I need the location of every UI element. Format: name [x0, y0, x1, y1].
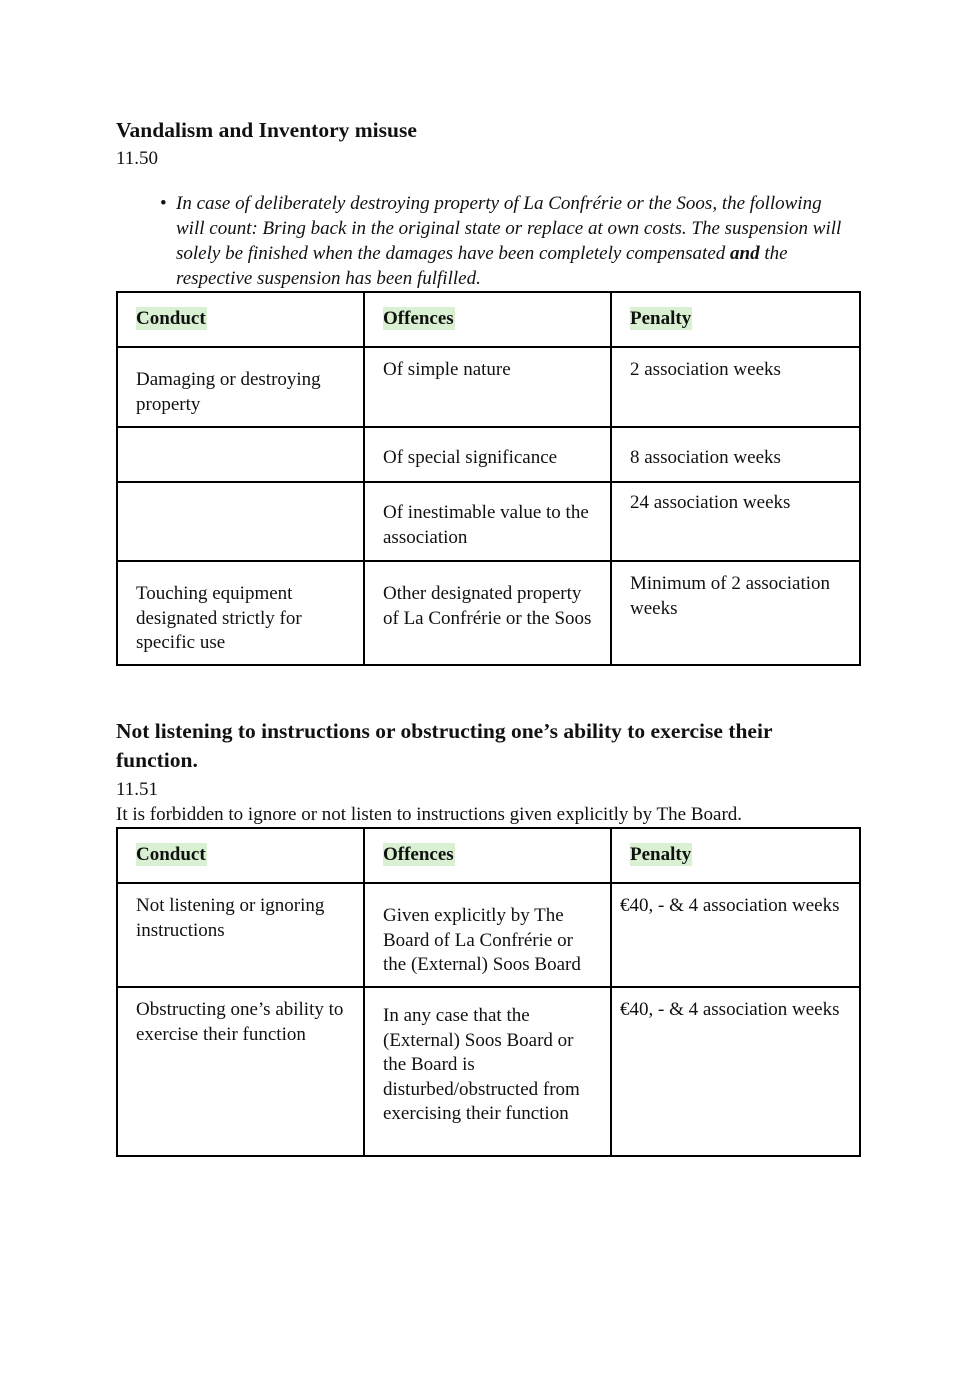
table-row: [117, 347, 860, 427]
offence-cell: Given explicitly by The Board of La Confrérie or the (External) Soos Board: [364, 883, 611, 987]
bullet-text-bold: and: [730, 243, 760, 264]
section-intro: It is forbidden to ignore or not listen to instructions given explicitly by The Board.: [116, 804, 743, 825]
section-title-instructions: Not listening to instructions or obstructing one’s ability to exercise their function.: [116, 719, 773, 772]
vandalism-table: [116, 291, 861, 666]
offence-cell: Other designated property of La Confrérie or the Soos: [364, 561, 611, 665]
table-row: [117, 482, 860, 561]
header-offences: Offences: [383, 844, 454, 866]
table-row: [117, 561, 860, 665]
penalty-cell: 8 association weeks: [611, 427, 860, 482]
bullet-item: [146, 191, 852, 291]
conduct-cell: Not listening or ignoring instructions: [117, 883, 364, 987]
conduct-cell: Obstructing one’s ability to exercise their function: [117, 987, 364, 1156]
offence-cell: Of simple nature: [364, 347, 611, 427]
header-cell-conduct: [117, 828, 364, 883]
header-offences: Offences: [383, 308, 454, 330]
penalty-cell: 24 association weeks: [611, 482, 860, 561]
bullet-text-start: In case of deliberately destroying property of La Confrérie or the Soos, the following will count: Bring back in the original state or replace at own costs. The suspension will solely be finished when the damages have been completely compensated: [176, 193, 842, 264]
penalty-cell: €40, - & 4 association weeks: [611, 987, 860, 1156]
header-cell-conduct: [117, 292, 364, 347]
offence-cell: Of inestimable value to the association: [364, 482, 611, 561]
section-title-vandalism: Vandalism and Inventory misuse: [116, 118, 417, 142]
header-cell-penalty: [611, 292, 860, 347]
penalty-cell: 2 association weeks: [611, 347, 860, 427]
table-header-row: [117, 828, 860, 883]
offence-cell: In any case that the (External) Soos Board or the Board is disturbed/obstructed from exercising their function: [364, 987, 611, 1156]
conduct-cell: [117, 482, 364, 561]
offence-cell: Of special significance: [364, 427, 611, 482]
bullet-text-end: the respective suspension has been fulfilled.: [176, 243, 788, 289]
header-cell-penalty: [611, 828, 860, 883]
header-conduct: Conduct: [136, 844, 206, 866]
penalty-cell: €40, - & 4 association weeks: [611, 883, 860, 987]
table-row: [117, 987, 860, 1156]
penalty-cell: Minimum of 2 association weeks: [611, 561, 860, 665]
article-number: 11.51: [116, 779, 159, 800]
article-number: 11.50: [116, 148, 159, 169]
conduct-cell: Touching equipment designated strictly for specific use: [117, 561, 364, 665]
table-row: [117, 427, 860, 482]
header-penalty: Penalty: [630, 308, 692, 330]
header-penalty: Penalty: [630, 844, 692, 866]
conduct-cell: Damaging or destroying property: [117, 347, 364, 427]
bullet-icon: •: [160, 193, 167, 214]
header-cell-offences: [364, 828, 611, 883]
header-cell-offences: [364, 292, 611, 347]
table-header-row: [117, 292, 860, 347]
header-conduct: Conduct: [136, 308, 206, 330]
table-row: [117, 883, 860, 987]
conduct-cell: [117, 427, 364, 482]
instructions-table: [116, 827, 861, 1157]
